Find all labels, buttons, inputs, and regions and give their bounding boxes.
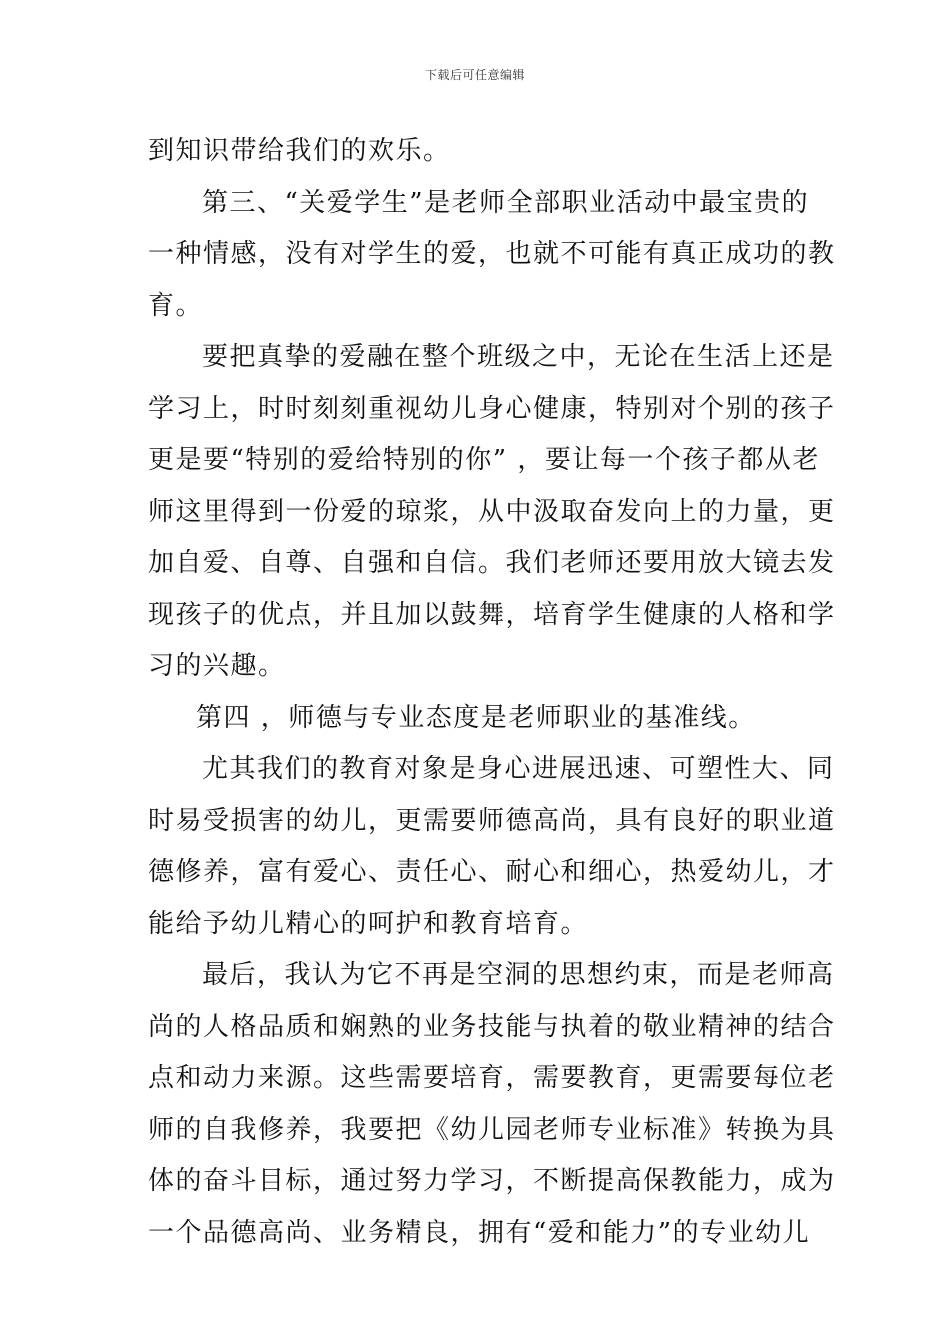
paragraph-line: 一种情感，没有对学生的爱，也就不可能有真正成功的教 xyxy=(148,239,836,269)
paragraph-line: 要把真挚的爱融在整个班级之中，无论在生活上还是 xyxy=(202,342,835,372)
paragraph-line: 体的奋斗目标，通过努力学习，不断提高保教能力，成为 xyxy=(148,1166,836,1196)
paragraph-line: 现孩子的优点，并且加以鼓舞，培育学生健康的人格和学 xyxy=(148,599,836,630)
paragraph-line: 德修养，富有爱心、责任心、耐心和细心，热爱幼儿，才 xyxy=(148,857,836,887)
paragraph-line: 加自爱、自尊、自强和自信。我们老师还要用放大镜去发 xyxy=(148,548,836,578)
paragraph-line: 点和动力来源。这些需要培育，需要教育，更需要每位老 xyxy=(148,1063,836,1093)
paragraph-line: 育。 xyxy=(148,290,204,321)
paragraph-line: 学习上，时时刻刻重视幼儿身心健康，特别对个别的孩子 xyxy=(148,393,836,424)
paragraph-line: 尚的人格品质和娴熟的业务技能与执着的敬业精神的结合 xyxy=(148,1011,836,1042)
paragraph-line: 尤其我们的教育对象是身心进展迅速、可塑性大、同 xyxy=(202,754,835,784)
section-heading-line: 第四 ，师德与专业态度是老师职业的基准线。 xyxy=(196,702,756,733)
paragraph-line: 师的自我修养，我要把《幼儿园老师专业标准》转换为具 xyxy=(148,1114,836,1145)
paragraph-line: 到知识带给我们的欢乐。 xyxy=(148,136,451,166)
paragraph-line: 师这里得到一份爱的琼浆，从中汲取奋发向上的力量，更 xyxy=(148,496,836,527)
document-body xyxy=(148,126,836,1259)
paragraph-line: 第三、“关爱学生”是老师全部职业活动中最宝贵的 xyxy=(202,187,810,218)
paragraph-line: 习的兴趣。 xyxy=(148,651,286,681)
paragraph-line: 最后，我认为它不再是空洞的思想约束，而是老师高 xyxy=(202,960,835,990)
paragraph-line: 时易受损害的幼儿，更需要师德高尚，具有良好的职业道 xyxy=(148,805,836,836)
paragraph-line: 能给予幼儿精心的呵护和教育培育。 xyxy=(148,908,589,939)
paragraph-line: 更是要“特别的爱给特别的你” ，要让每一个孩子都从老 xyxy=(148,445,820,475)
paragraph-line: 一个品德高尚、业务精良，拥有“爱和能力”的专业幼儿 xyxy=(148,1217,811,1248)
page-header: 下载后可任意编辑 xyxy=(424,68,525,82)
